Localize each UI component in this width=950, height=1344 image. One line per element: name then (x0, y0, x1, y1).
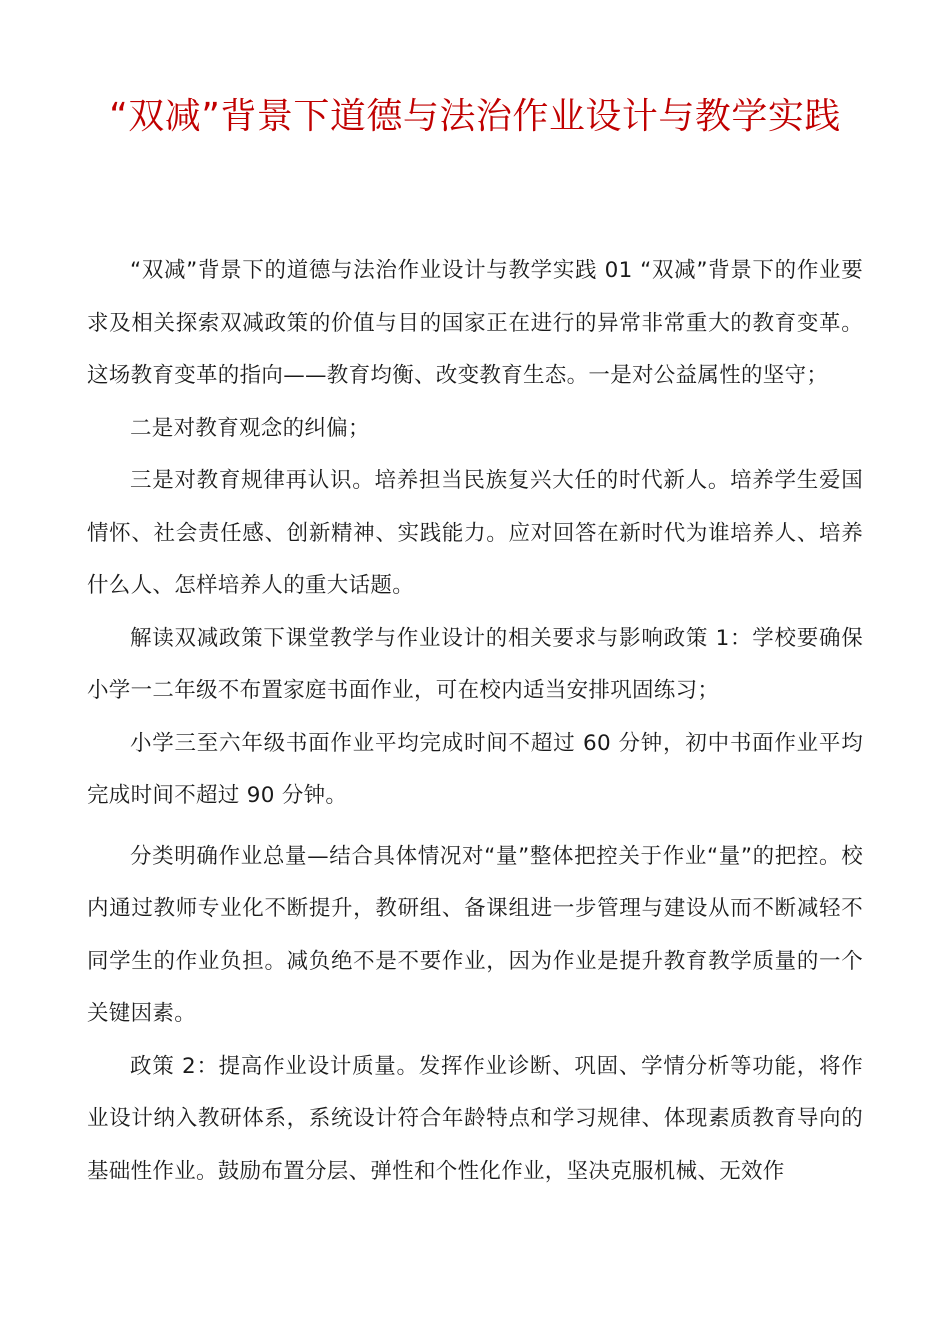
paragraph-policy-1: 解读双减政策下课堂教学与作业设计的相关要求与影响政策 1：学校要确保小学一二年级不布置家庭书面作业，可在校内适当安排巩固练习； (87, 625, 863, 703)
document-body (87, 245, 863, 1198)
paragraph-homework-time: 小学三至六年级书面作业平均完成时间不超过 60 分钟，初中书面作业平均完成时间不超过 90 分钟。 (87, 730, 863, 808)
paragraph-homework-amount: 分类明确作业总量—结合具体情况对“量”整体把控关于作业“量”的把控。校内通过教师专业化不断提升，教研组、备课组进一步管理与建设从而不断减轻不同学生的作业负担。减负绝不是不要作业，因为作业是提升教育教学质量的一个关键因素。 (87, 843, 863, 1026)
document-title: “双减”背景下道德与法治作业设计与教学实践 (109, 96, 841, 137)
paragraph-intro: “双减”背景下的道德与法治作业设计与教学实践 01 “双减”背景下的作业要求及相关探索双减政策的价值与目的国家正在进行的异常非常重大的教育变革。这场教育变革的指向——教育均衡、改变教育生态。一是对公益属性的坚守； (87, 258, 863, 388)
paragraph-policy-2: 政策 2：提高作业设计质量。发挥作业诊断、巩固、学情分析等功能，将作业设计纳入教研体系，系统设计符合年龄特点和学习规律、体现素质教育导向的基础性作业。鼓励布置分层、弹性和个性化作业，坚决克服机械、无效作 (87, 1053, 863, 1184)
paragraph-third-point: 三是对教育规律再认识。培养担当民族复兴大任的时代新人。培养学生爱国情怀、社会责任感、创新精神、实践能力。应对回答在新时代为谁培养人、培养什么人、怎样培养人的重大话题。 (87, 468, 863, 598)
paragraph-second-point: 二是对教育观念的纠偏； (130, 415, 370, 441)
